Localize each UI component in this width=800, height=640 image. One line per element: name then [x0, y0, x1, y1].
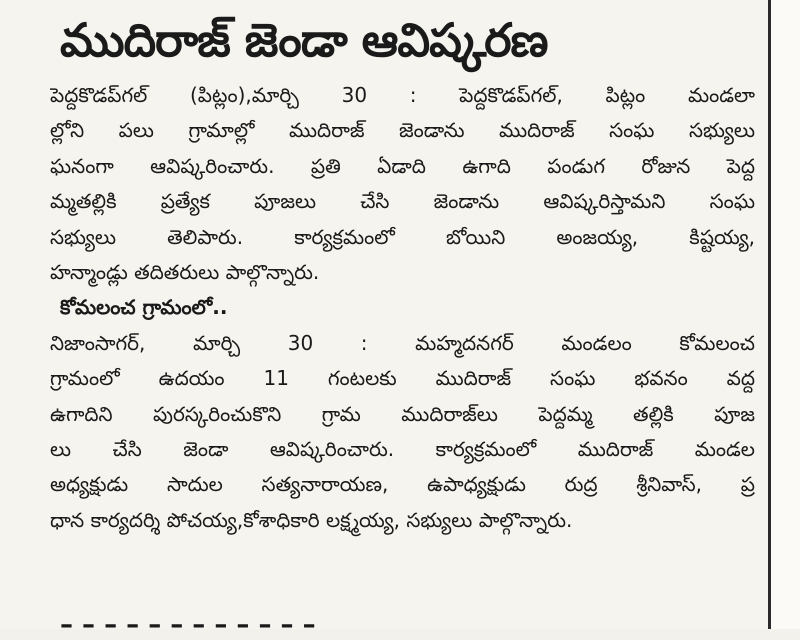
- subheading: కోమలంచ గ్రామంలో..: [60, 295, 228, 320]
- cut-off-next-headline: – – – – – – – – – – – –: [60, 610, 316, 640]
- article2-line: ధాన కార్యదర్శి పోచయ్య,కోశాధికారి లక్ష్మయ్య, సభ్యులు పాల్గొన్నారు.: [50, 507, 573, 532]
- article1-line: ల్లోని పలు గ్రామాల్లో ముదిరాజ్ జెండాను ముదిరాజ్ సంఘ సభ్యులు: [50, 118, 755, 143]
- article-body: [50, 78, 755, 538]
- article1-line: ఘనంగా ఆవిష్కరించారు. ప్రతి ఏడాది ఉగాది పండుగ రోజున పెద్ద: [50, 153, 755, 178]
- article1-line: పెద్దకొడప్‌గల్ (పిట్లం),మార్చి 30 : పెద్దకొడప్‌గల్, పిట్లం మండలా: [50, 83, 755, 107]
- article1-line: సభ్యులు తెలిపారు. కార్యక్రమంలో బోయిని అంజయ్య, కిష్టయ్య,: [50, 224, 755, 249]
- article1-line: మ్మతల్లికి ప్రత్యేక పూజలు చేసి జెండాను ఆవిష్కరిస్తామని సంఘ: [50, 189, 755, 214]
- adjacent-column-margin: [771, 0, 800, 629]
- article1-line: హన్మాండ్లు తదితరులు పాల్గొన్నారు.: [50, 259, 320, 284]
- article2-line: గ్రామంలో ఉదయం 11 గంటలకు ముదిరాజ్ సంఘ భవనం వద్ద: [50, 366, 755, 391]
- article2-line: లు చేసి జెండా ఆవిష్కరించారు. కార్యక్రమంలో ముదిరాజ్ మండల: [50, 436, 755, 461]
- article2-line: అధ్యక్షుడు సాదుల సత్యనారాయణ, ఉపాధ్యక్షుడు రుద్ర శ్రీనివాస్, ప్ర: [50, 472, 755, 497]
- article2-line: ఉగాదిని పురస్కరించుకొని గ్రామ ముదిరాజ్‌లు పెద్దమ్మ తల్లికి పూజ: [50, 401, 755, 426]
- article2-line: నిజాంసాగర్, మార్చి 30 : మహ్మదనగర్ మండలం కోమలంచ: [50, 330, 755, 355]
- headline: ముదిరాజ్ జెండా ఆవిష్కరణ: [60, 13, 548, 67]
